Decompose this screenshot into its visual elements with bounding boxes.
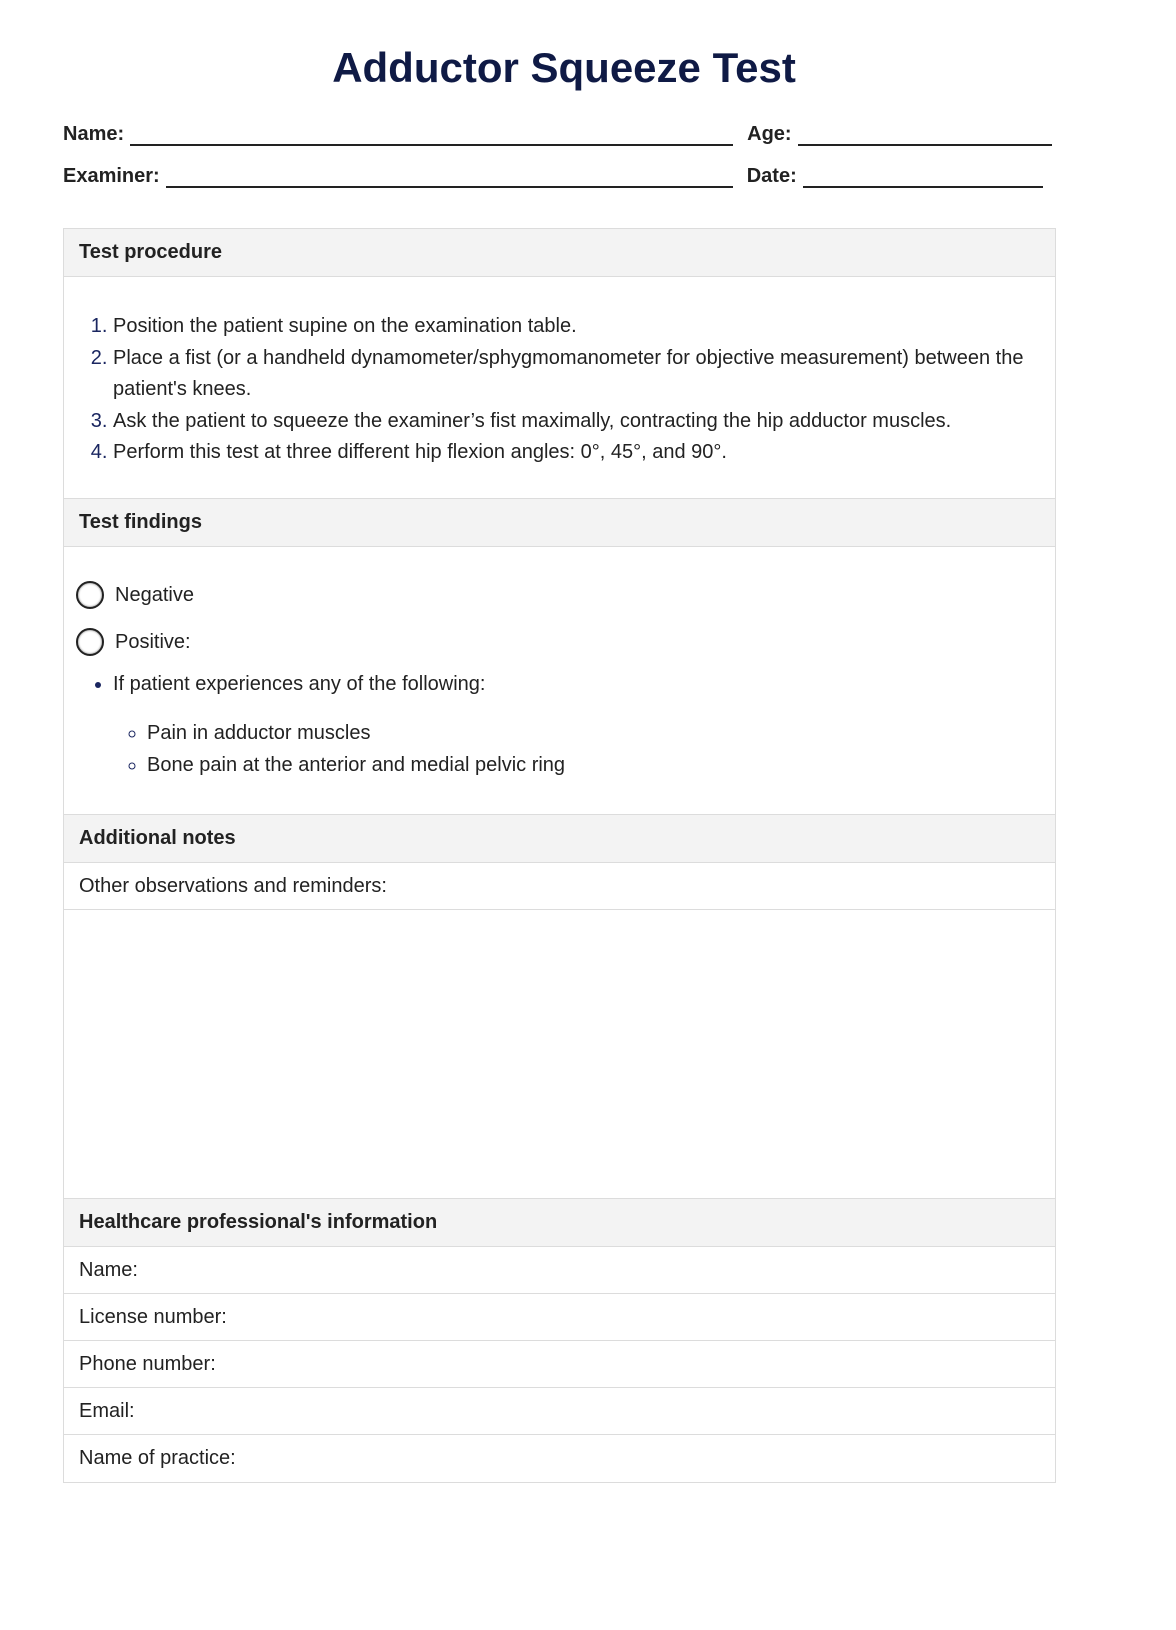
name-field[interactable] [130, 124, 733, 146]
procedure-step: 4. Perform this test at three different hip flexion angles: 0°, 45°, and 90°. [113, 437, 1055, 469]
findings-heading: Test findings [64, 499, 1055, 547]
positive-option[interactable] [76, 622, 1055, 662]
procedure-heading: Test procedure [64, 229, 1055, 277]
examiner-field[interactable] [166, 166, 733, 188]
criteria-intro-text: If patient experiences any of the following: [113, 673, 486, 695]
date-label: Date: [746, 165, 797, 187]
criteria-item: ◦ Bone pain at the anterior and medial pelvic ring [147, 749, 1055, 781]
criteria-intro [113, 670, 1055, 781]
email-field[interactable]: Email: [64, 1388, 1055, 1435]
examiner-date-row [63, 160, 1061, 188]
criteria-item: ◦ Pain in adductor muscles [147, 717, 1055, 749]
criteria-list [113, 717, 1055, 781]
notes-prompt: Other observations and reminders: [64, 863, 1055, 910]
examiner-label: Examiner: [63, 165, 160, 187]
professional-name-field[interactable]: Name: [64, 1247, 1055, 1294]
phone-number-field[interactable]: Phone number: [64, 1341, 1055, 1388]
name-age-row [63, 118, 1061, 146]
name-label: Name: [63, 123, 125, 145]
form-card [63, 228, 1056, 1483]
practice-name-field[interactable]: Name of practice: [79, 1447, 236, 1469]
age-label: Age: [747, 123, 792, 145]
procedure-step: 3. Ask the patient to squeeze the examiner’s fist maximally, contracting the hip adductor muscles. [113, 406, 1055, 438]
positive-criteria [64, 670, 1055, 781]
procedure-body [64, 277, 1055, 499]
professional-heading: Healthcare professional's information [64, 1199, 1055, 1247]
positive-radio[interactable] [76, 628, 104, 656]
findings-body [64, 547, 1055, 815]
notes-textarea[interactable] [64, 910, 1055, 1199]
procedure-steps [64, 311, 1055, 469]
age-field[interactable] [798, 124, 1052, 146]
positive-label: Positive: [115, 630, 191, 653]
negative-label: Negative [115, 583, 194, 606]
negative-radio[interactable] [76, 581, 104, 609]
page-title: Adductor Squeeze Test [332, 44, 796, 91]
date-field[interactable] [803, 166, 1043, 188]
procedure-step: 2. Place a fist (or a handheld dynamometer/sphygmomanometer for objective measurement) between the patient's knees. [113, 343, 1055, 406]
notes-heading: Additional notes [64, 815, 1055, 863]
license-number-field[interactable]: License number: [64, 1294, 1055, 1341]
negative-option[interactable] [76, 575, 1055, 615]
procedure-step: 1. Position the patient supine on the examination table. [113, 311, 1055, 343]
